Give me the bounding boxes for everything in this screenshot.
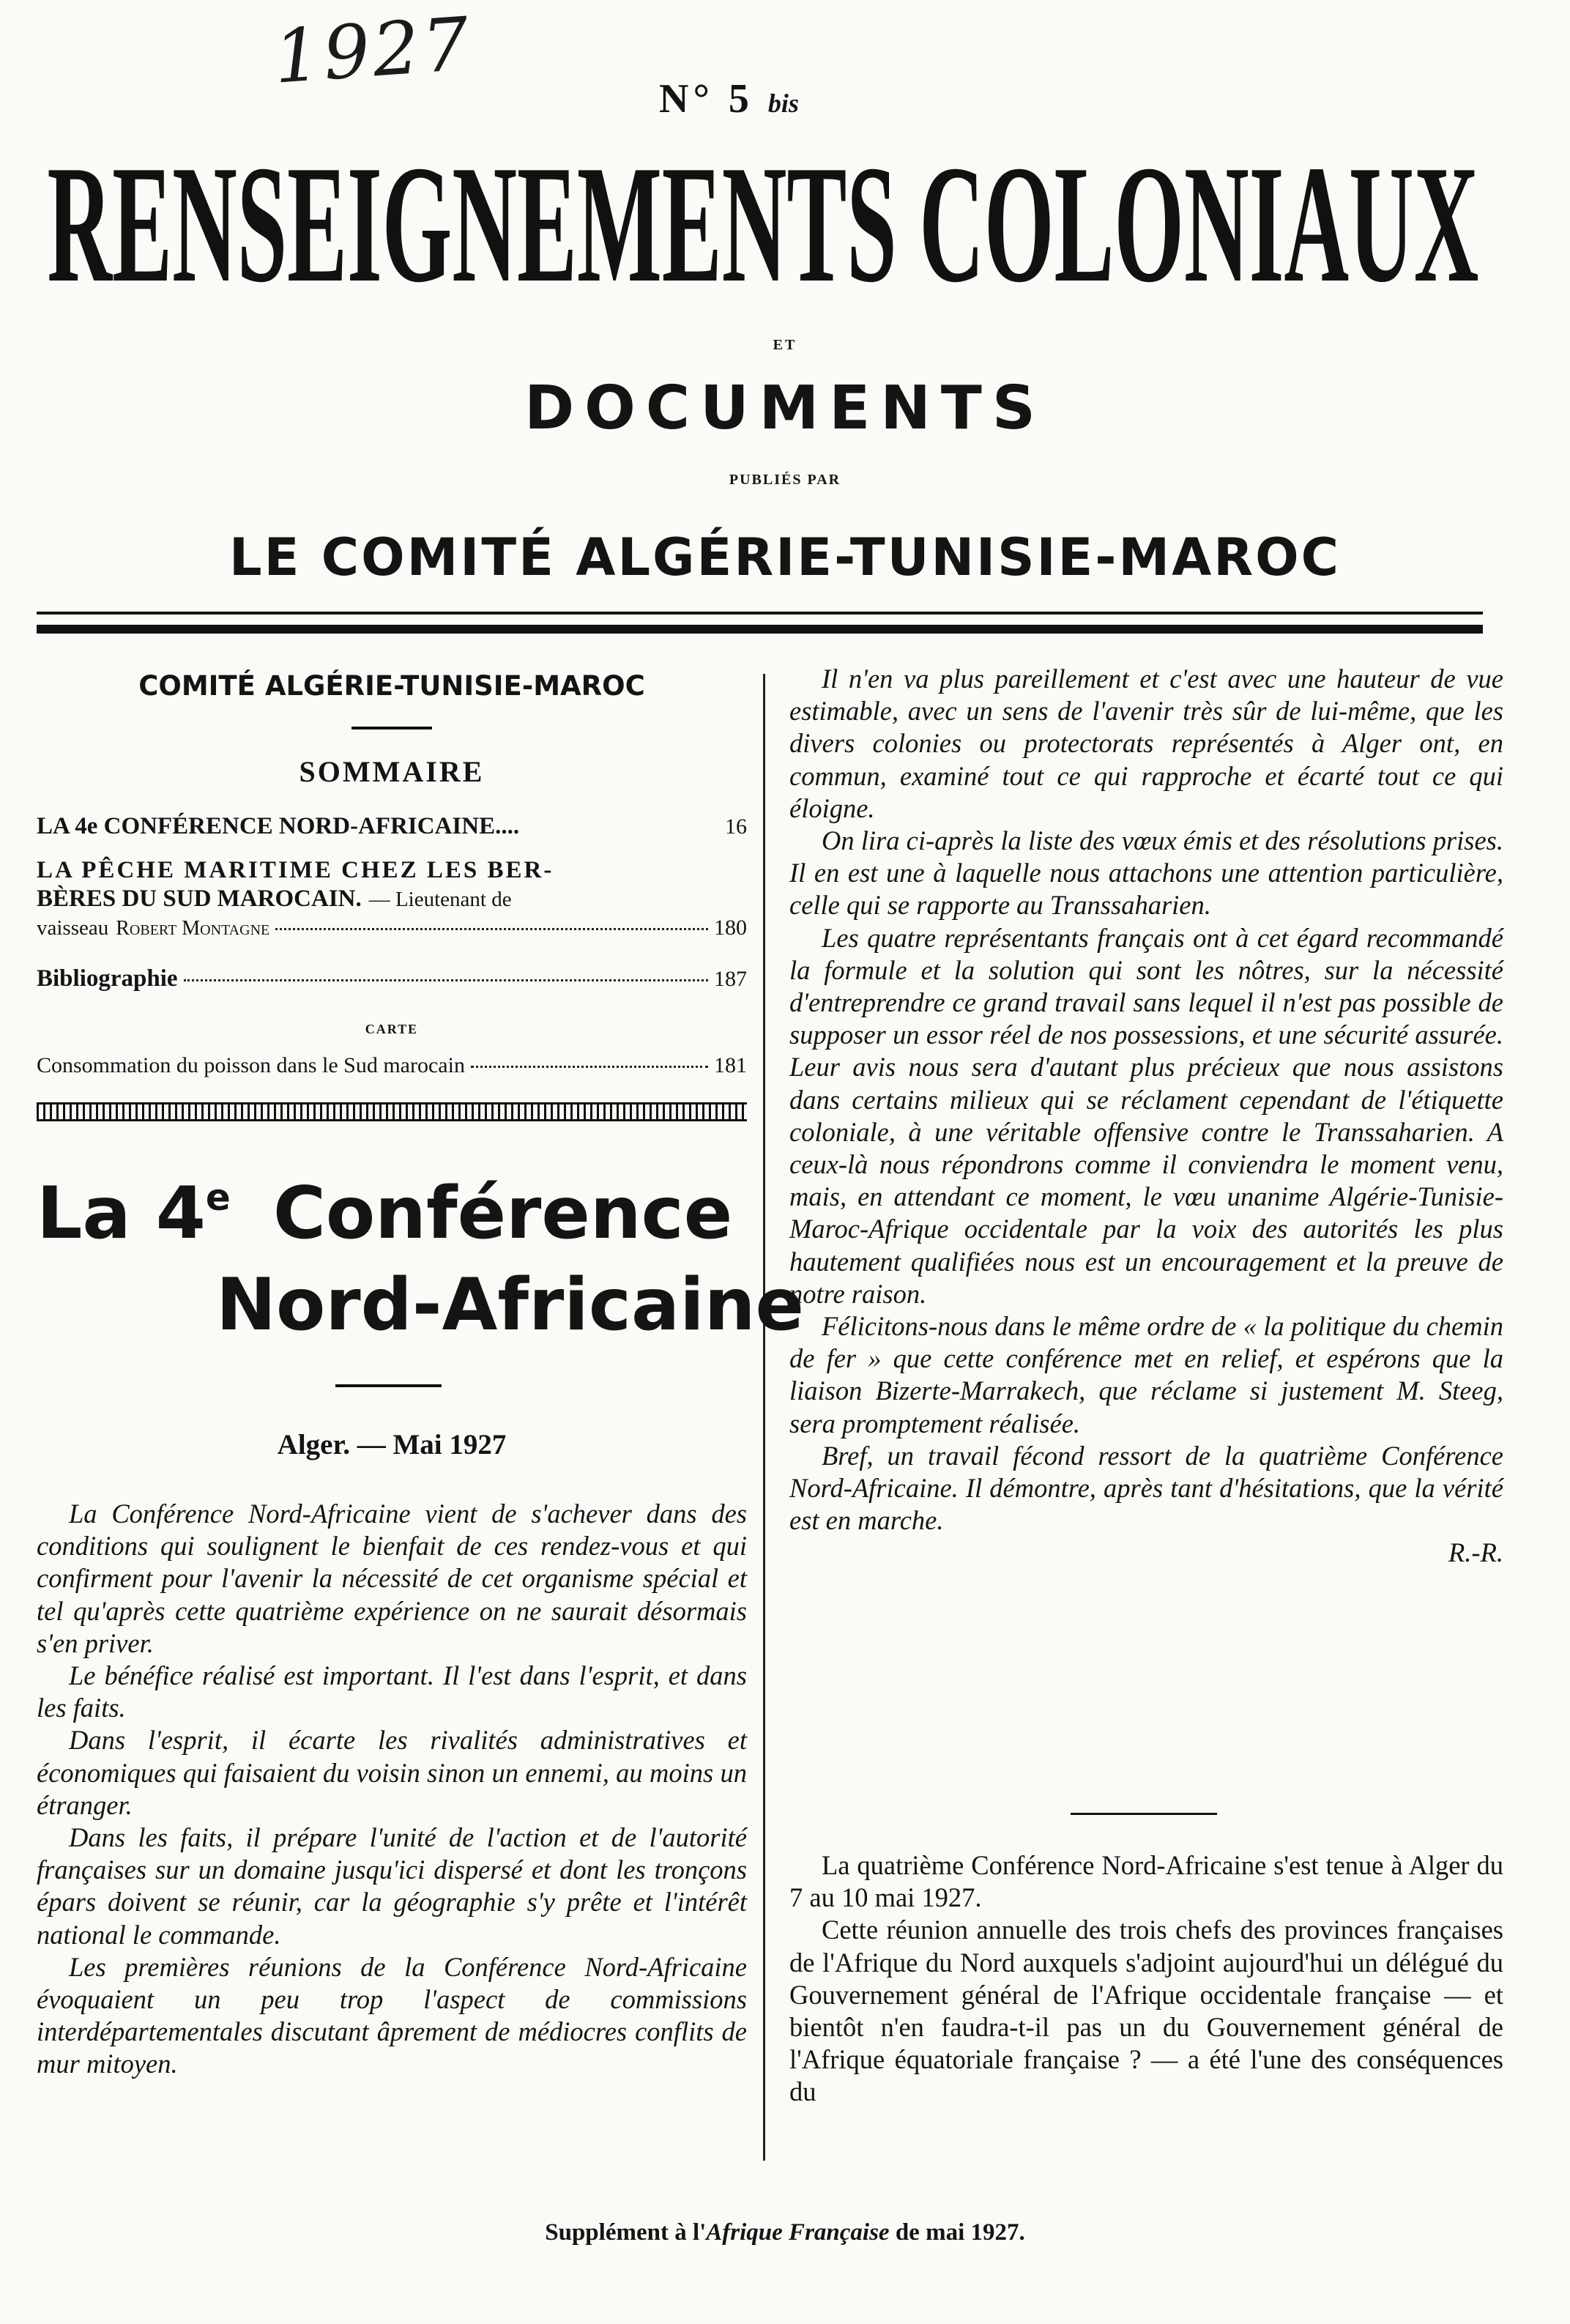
handwritten-year-note: 1927 xyxy=(271,1,475,100)
summary-heading: SOMMAIRE xyxy=(299,755,485,788)
article-paragraph: Il n'en va plus pareillement et c'est avec une hauteur de vue estimable, avec un sens de l'avenir très sûr de lui-même, que les divers colonies ou protectorats représentés à Alger ont, en commun, examiné tout ce qui rapproche et écarté tout ce qui éloigne. xyxy=(789,664,1503,823)
toc-entry xyxy=(37,813,747,840)
column-divider xyxy=(763,674,765,2161)
footer-prefix: Supplément à l' xyxy=(545,2219,707,2246)
article-place-date: Alger. — Mai 1927 xyxy=(277,1429,507,1460)
toc-entry-author-rank: vaisseau xyxy=(37,916,109,940)
summary-divider xyxy=(351,727,432,730)
toc-entry-page: 180 xyxy=(714,916,747,940)
article-title-part2: Conférence xyxy=(272,1172,733,1255)
masthead-rule-thin xyxy=(37,612,1483,615)
article-title-line1 xyxy=(37,1172,732,1255)
footer-publication: Afrique Française xyxy=(706,2219,890,2246)
toc-map-title: Consommation du poisson dans le Sud marocain xyxy=(37,1053,465,1077)
article-left-column xyxy=(37,1498,747,2081)
article-paragraph: Félicitons-nous dans le même ordre de « la politique du chemin de fer » que cette conférence met en relief, et espérons que la liaison Bizerte-Marrakech, que réclame si justement M. Steeg, sera promptement réalisée. xyxy=(789,1311,1503,1438)
subtitle-documents: DOCUMENTS xyxy=(524,374,1046,443)
section-divider xyxy=(1071,1813,1217,1815)
article-paragraph: Les quatre représentants français ont à cet égard recommandé la formule et la solution qui sont les nôtres, sur la nécessité d'entreprendre ce grand travail sans lequel il n'est pas possible de supposer un essor réel de nos possessions, et une sécurité assurée. Leur avis nous sera d'autant plus précieux que nous assistons dans certains milieux qui se réclament cependant de l'étiquette coloniale, à une véritable offensive contre le Transsaharien. A ceux-là nous répondrons comme il conviendra le moment venu, mais, en attendant ce moment, le vœu unanime Algérie-Tunisie-Maroc-Afrique occidentale par la voix des autorités les plus hautement qualifiées nous est un encouragement et la preuve de notre raison. xyxy=(789,922,1503,1309)
article-paragraph: Bref, un travail fécond ressort de la quatrième Conférence Nord-Africaine. Il démontre, après tant d'hésitations, que la vérité est en marche. xyxy=(789,1440,1503,1536)
article-right-column xyxy=(789,663,1503,1569)
article-paragraph: Les premières réunions de la Conférence Nord-Africaine évoquaient un peu trop l'aspect de commissions interdépartementales discutant âprement de médiocres conflits de mur mitoyen. xyxy=(37,1951,747,2079)
article-paragraph: Dans les faits, il prépare l'unité de l'action et de l'autorité françaises sur un domaine jusqu'ici dispersé et dont les tronçons épars doivent se réunir, car la géographie s'y prête et l'intérêt national le commande. xyxy=(37,1822,747,1950)
article-title-line2: Nord-Africaine xyxy=(216,1263,804,1347)
issue-suffix: bis xyxy=(767,89,799,118)
toc-entry-author-prefix: — Lieutenant de xyxy=(368,888,512,911)
toc-leader-dots xyxy=(471,1066,708,1068)
issue-number-text: N° 5 xyxy=(659,76,754,122)
ornamental-rule xyxy=(37,1102,747,1121)
masthead-rule-thick xyxy=(37,625,1483,634)
article-paragraph: Le bénéfice réalisé est important. Il l'est dans l'esprit, et dans les faits. xyxy=(37,1660,747,1723)
publisher-name: LE COMITÉ ALGÉRIE-TUNISIE-MAROC xyxy=(228,527,1342,587)
article-paragraph: La Conférence Nord-Africaine vient de s'achever dans des conditions qui soulignent le bienfait de ces rendez-vous et qui confirment pour l'avenir la nécessité de cet organisme spécial et tel qu'après cette quatrième expérience on ne saurait désormais s'en priver. xyxy=(37,1499,747,1658)
toc-map-page: 181 xyxy=(714,1053,747,1077)
report-paragraph: Cette réunion annuelle des trois chefs des provinces françaises de l'Afrique du Nord auxquels s'adjoint aujourd'hui un délégué du Gouvernement général de l'Afrique occidentale française — et bientôt n'en faudra-t-il pas un du Gouvernement général de l'Afrique équatoriale française ? — a été l'une des conséquences du xyxy=(789,1915,1503,2107)
toc-entry-title: Bibliographie xyxy=(37,965,178,992)
toc-entry-title: LA 4e CONFÉRENCE NORD-AFRICAINE.... xyxy=(37,813,520,839)
report-paragraph: La quatrième Conférence Nord-Africaine s'est tenue à Alger du 7 au 10 mai 1927. xyxy=(789,1850,1503,1913)
masthead-title xyxy=(45,143,1481,289)
article-title-part1: La 4 xyxy=(37,1172,206,1255)
toc-entry-page: 187 xyxy=(714,967,747,991)
article-paragraph: Dans l'esprit, il écarte les rivalités administratives et économiques qui faisaient du voisin sinon un ennemi, au moins un étranger. xyxy=(37,1725,747,1820)
title-divider xyxy=(335,1384,442,1387)
toc-leader-dots xyxy=(275,928,708,930)
toc-entry xyxy=(37,857,747,940)
toc-entry-page: 16 xyxy=(725,814,747,839)
article-title-superscript: e xyxy=(205,1176,231,1219)
masthead-title-text: RENSEIGNEMENTS COLONIAUX xyxy=(47,143,1479,289)
toc-entry xyxy=(37,965,747,992)
summary-committee: COMITÉ ALGÉRIE-TUNISIE-MAROC xyxy=(138,670,645,702)
issue-number xyxy=(659,75,952,122)
article-signature: R.-R. xyxy=(1448,1537,1503,1568)
map-heading: CARTE xyxy=(365,1022,419,1036)
published-by: PUBLIÉS PAR xyxy=(729,472,841,488)
conjunction-et: ET xyxy=(773,337,797,353)
page-footer xyxy=(0,2219,1570,2246)
report-column xyxy=(789,1849,1503,2109)
toc-map-entry xyxy=(37,1053,747,1078)
toc-leader-dots xyxy=(184,979,708,981)
toc-entry-author: Robert Montagne xyxy=(116,917,270,940)
footer-suffix: de mai 1927. xyxy=(889,2219,1025,2246)
toc-entry-title: LA PÊCHE MARITIME CHEZ LES BER- xyxy=(37,857,554,883)
toc-entry-title-cont: BÈRES DU SUD MAROCAIN. xyxy=(37,886,362,912)
article-paragraph: On lira ci-après la liste des vœux émis et des résolutions prises. Il en est une à laquelle nous attachons une attention particulière, celle qui se rapporte au Transsaharien. xyxy=(789,825,1503,921)
